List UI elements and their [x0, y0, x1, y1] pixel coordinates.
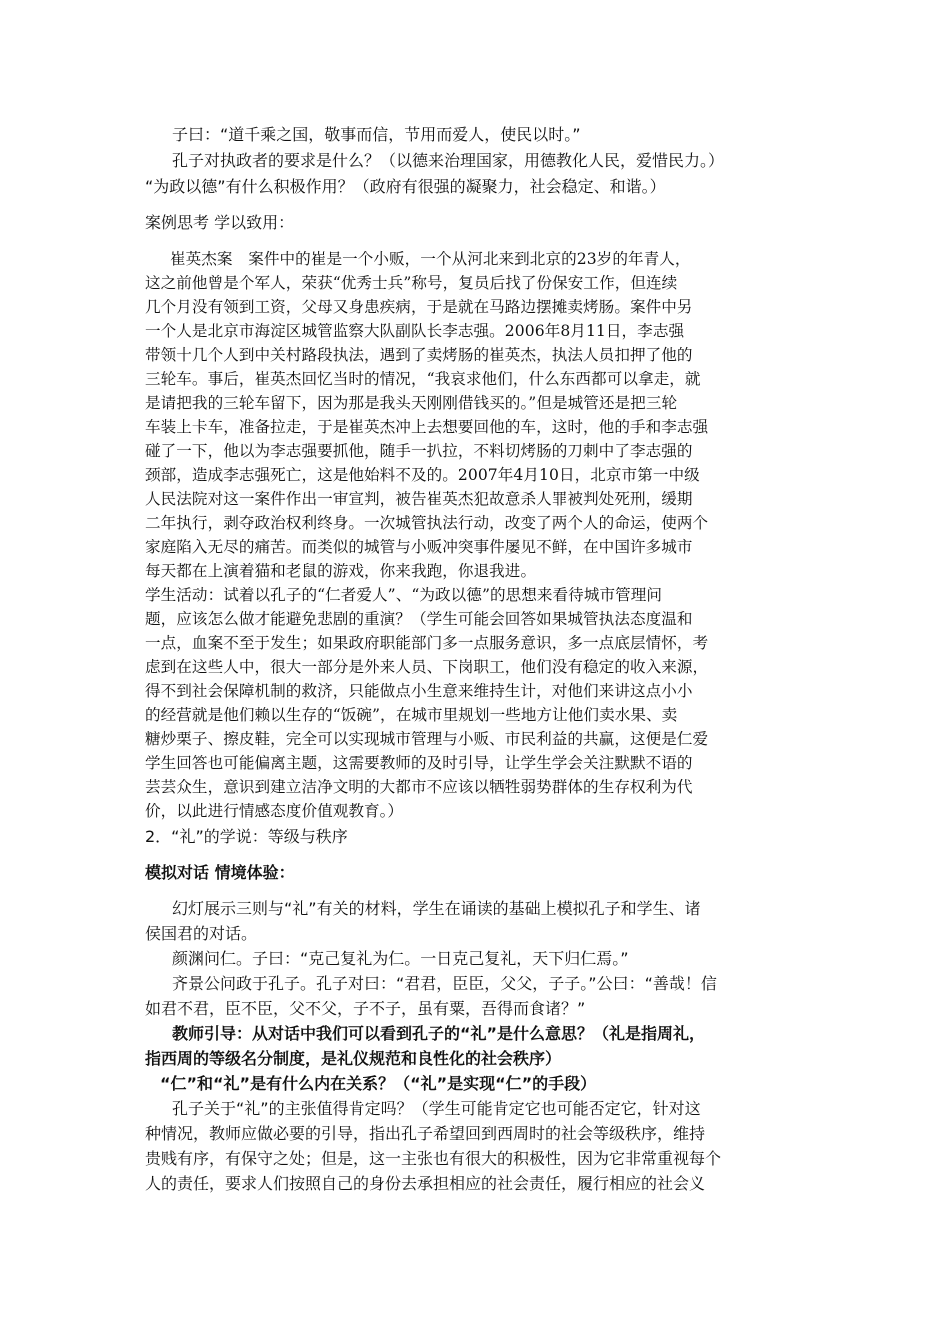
activity-line: 芸芸众生，意识到建立洁净文明的大都市不应该以牺牲弱势群体的生存权利为代	[145, 778, 693, 796]
closing-line: 种情况，教师应做必要的引导，指出孔子希望回到西周时的社会等级秩序，维持	[145, 1124, 706, 1143]
activity-line: 题，应该怎么做才能避免悲剧的重演？（学生可能会回答如果城管执法态度温和	[145, 610, 693, 628]
question-line: 孔子对执政者的要求是什么？（以德来治理国家，用德教化人民，爱惜民力。）	[172, 151, 725, 170]
case-paragraph-line: 颈部，造成李志强死亡，这是他始料不及的。2007年4月10日，北京市第一中级	[145, 466, 700, 484]
quote-line: 子曰：“道千乘之国，敬事而信，节用而爱人，使民以时。”	[172, 125, 581, 144]
section-heading: 案例思考 学以致用：	[145, 213, 295, 232]
activity-line: 学生活动：试着以孔子的“仁者爱人”、“为政以德”的思想来看待城市管理问	[145, 586, 663, 604]
activity-line: 得不到社会保障机制的救济，只能做点小生意来维持生计，对他们来讲这点小小	[145, 682, 693, 700]
case-paragraph-line: 三轮车。事后，崔英杰回忆当时的情况，“我哀求他们，什么东西都可以拿走，就	[145, 370, 701, 388]
case-paragraph-line: 崔英杰案 案件中的崔是一个小贩，一个从河北来到北京的23岁的年青人，	[170, 250, 691, 268]
teacher-guide-line: “仁”和“礼”是有什么内在关系？（“礼”是实现“仁”的手段）	[160, 1074, 597, 1093]
case-paragraph-line: 带领十几个人到中关村路段执法，遇到了卖烤肠的崔英杰，执法人员扣押了他的	[145, 346, 693, 364]
case-paragraph-line: 碰了一下，他以为李志强要抓他，随手一扒拉，不料切烤肠的刀刺中了李志强的	[145, 442, 693, 460]
teacher-guide-line: 教师引导：从对话中我们可以看到孔子的“礼”是什么意思？（礼是指周礼，	[172, 1024, 706, 1043]
case-paragraph-line: 家庭陷入无尽的痛苦。而类似的城管与小贩冲突事件屡见不鲜，在中国许多城市	[145, 538, 693, 556]
case-paragraph-line: 一个人是北京市海淀区城管监察大队副队长李志强。2006年8月11日，李志强	[145, 322, 685, 340]
activity-line: 一点，血案不至于发生；如果政府职能部门多一点服务意识，多一点底层情怀，考	[145, 634, 709, 652]
question-line: “为政以德”有什么积极作用？（政府有很强的凝聚力，社会稳定、和谐。）	[145, 177, 666, 196]
section-heading: 2．“礼”的学说：等级与秩序	[145, 827, 348, 846]
case-paragraph-line: 车装上卡车，准备拉走，于是崔英杰冲上去想要回他的车，这时，他的手和李志强	[145, 418, 709, 436]
activity-line: 糖炒栗子、擦皮鞋，完全可以实现城市管理与小贩、市民利益的共赢，这便是仁爱	[145, 730, 709, 748]
case-paragraph-line: 几个月没有领到工资，父母又身患疾病，于是就在马路边摆摊卖烤肠。案件中另	[145, 298, 693, 316]
section-heading: 模拟对话 情境体验：	[145, 863, 295, 882]
activity-line: 的经营就是他们赖以生存的“饭碗”，在城市里规划一些地方让他们卖水果、卖	[145, 706, 678, 724]
case-paragraph-line: 是请把我的三轮车留下，因为那是我头天刚刚借钱买的。”但是城管还是把三轮	[145, 394, 678, 412]
dialogue-line: 颜渊问仁。子曰：“克己复礼为仁。一日克己复礼，天下归仁焉。”	[172, 949, 629, 968]
case-paragraph-line: 二年执行，剥夺政治权利终身。一次城管执法行动，改变了两个人的命运，使两个	[145, 514, 709, 532]
activity-line: 价，以此进行情感态度价值观教育。）	[145, 802, 404, 820]
teacher-guide-line: 指西周的等级名分制度，是礼仪规范和良性化的社会秩序）	[145, 1049, 562, 1068]
dialogue-line: 侯国君的对话。	[145, 924, 258, 943]
activity-line: 学生回答也可能偏离主题，这需要教师的及时引导，让学生学会关注默默不语的	[145, 754, 693, 772]
closing-line: 贵贱有序，有保守之处；但是，这一主张也有很大的积极性，因为它非常重视每个	[145, 1149, 722, 1168]
dialogue-line: 幻灯展示三则与“礼”有关的材料，学生在诵读的基础上模拟孔子和学生、诸	[172, 899, 701, 918]
case-paragraph-line: 人民法院对这一案件作出一审宣判，被告崔英杰犯故意杀人罪被判处死刑，缓期	[145, 490, 693, 508]
dialogue-line: 如君不君，臣不臣，父不父，子不子，虽有粟，吾得而食诸？”	[145, 999, 586, 1018]
closing-line: 人的责任，要求人们按照自己的身份去承担相应的社会责任，履行相应的社会义	[145, 1174, 706, 1193]
case-paragraph-line: 这之前他曾是个军人，荣获“优秀士兵”称号，复员后找了份保安工作，但连续	[145, 274, 678, 292]
dialogue-line: 齐景公问政于孔子。孔子对曰：“君君，臣臣，父父，子子。”公曰：“善哉！信	[172, 974, 717, 993]
activity-line: 虑到在这些人中，很大一部分是外来人员、下岗职工，他们没有稳定的收入来源，	[145, 658, 709, 676]
closing-line: 孔子关于“礼”的主张值得肯定吗？（学生可能肯定它也可能否定它，针对这	[172, 1099, 701, 1118]
case-paragraph-line: 每天都在上演着猫和老鼠的游戏，你来我跑，你退我进。	[145, 562, 537, 580]
